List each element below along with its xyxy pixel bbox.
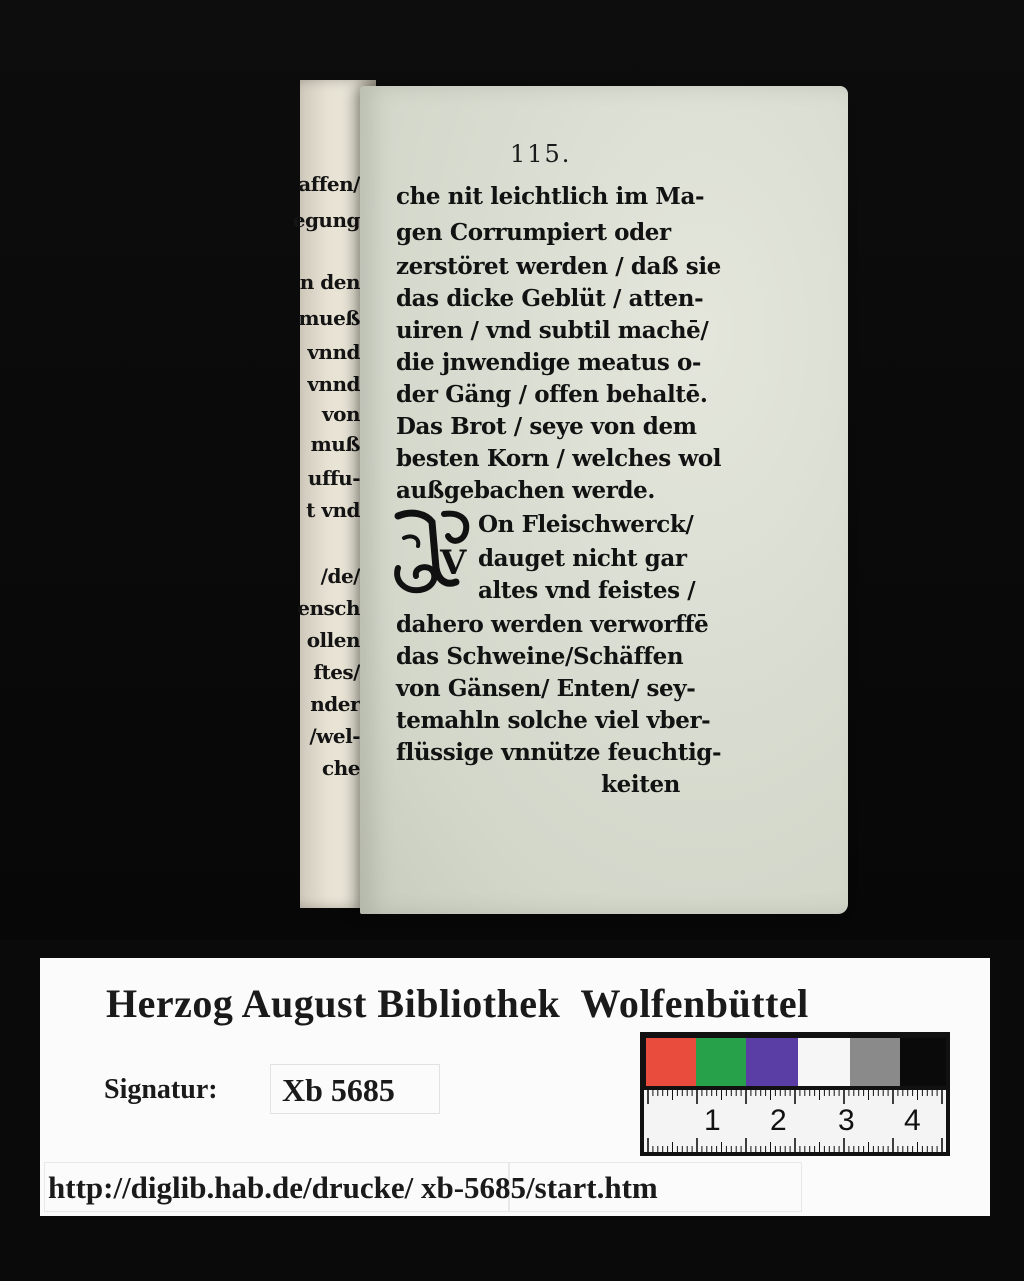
text-line: uiren / vnd subtil machē/ [396,317,709,344]
prev-fragment: vnnd [307,340,360,364]
text-line: On Fleischwerck/ [478,511,694,538]
measurement-ruler [644,1090,946,1152]
swatch-white [798,1038,850,1086]
signatur-value: Xb 5685 [282,1072,395,1108]
text-line: temahln solche viel vber- [396,707,711,734]
text-line: außgebachen werde. [396,477,655,504]
prev-fragment: t vnd [306,498,360,522]
catchword: keiten [601,771,680,798]
text-line: gen Corrumpiert oder [396,219,671,246]
prev-fragment: uffu- [307,466,360,490]
text-line: che nit leichtlich im Ma- [396,183,705,210]
prev-fragment: /wel- [309,724,360,748]
ruler-number: 2 [770,1104,787,1137]
ruler-number: 1 [704,1104,721,1137]
text-line: Das Brot / seye von dem [396,413,697,440]
swatch-black [900,1038,946,1086]
text-line: flüssige vnnütze feuchtig- [396,739,722,766]
prev-fragment: mueß [298,306,360,330]
swatch-green [696,1038,746,1086]
text-line: der Gäng / offen behaltē. [396,381,708,408]
prev-fragment: vnnd [307,372,360,396]
text-line: besten Korn / welches wol [396,445,722,472]
prev-fragment: nder [310,692,360,716]
prev-fragment: /de/ [320,564,360,588]
ruler-number: 3 [838,1104,855,1137]
text-line: von Gänsen/ Enten/ sey- [396,675,696,702]
prev-fragment: ftes/ [313,660,360,684]
text-line: dahero werden verworffē [396,611,709,638]
prev-fragment: che [322,756,360,780]
decorated-initial-v [392,508,474,594]
ruler-number: 4 [904,1104,921,1137]
text-line: zerstöret werden / daß sie [396,253,721,280]
text-line: die jnwendige meatus o- [396,349,702,376]
prev-fragment: von [321,402,360,426]
text-line: das dicke Geblüt / atten- [396,285,704,312]
prev-fragment: ollen [306,628,360,652]
prev-fragment: n den [299,270,360,294]
text-line: altes vnd feistes / [478,577,696,604]
library-name: Herzog August Bibliothek Wolfenbüttel [106,981,809,1026]
signatur-label: Signatur: [104,1074,218,1105]
prev-fragment: affen/ [298,172,360,196]
prev-fragment: ensch [297,596,360,620]
swatch-gray [850,1038,900,1086]
text-line: dauget nicht gar [478,545,687,572]
swatch-blue [746,1038,798,1086]
prev-fragment: egung [292,208,360,232]
digital-library-url: http://diglib.hab.de/drucke/ xb-5685/start.htm [48,1170,658,1205]
initial-letter: V [440,543,467,583]
page-number: 115. [510,140,572,168]
swatch-red [646,1038,696,1086]
ruler-ticks [644,1090,946,1152]
prev-fragment: muß [310,432,360,456]
text-line: das Schweine/Schäffen [396,643,684,670]
